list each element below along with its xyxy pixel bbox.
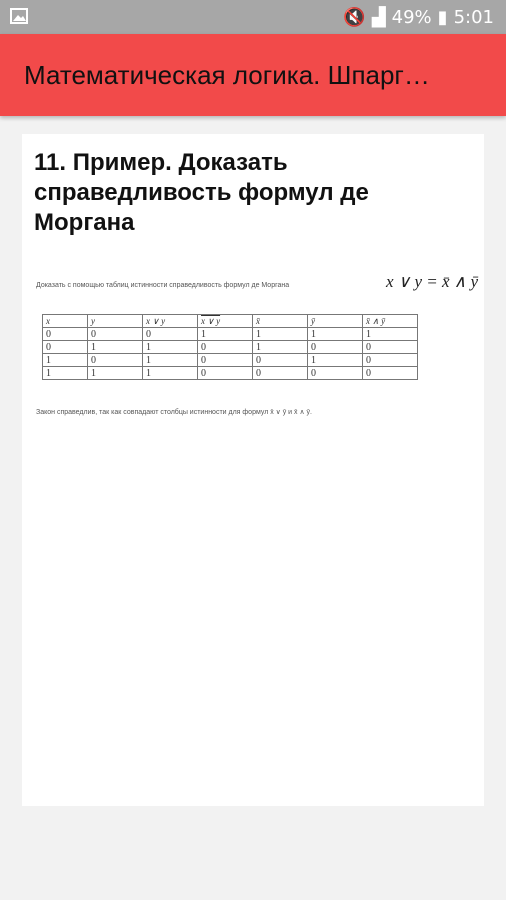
table-header: x ∨ y <box>198 315 253 328</box>
article-card <box>22 134 484 806</box>
truth-table <box>42 314 418 380</box>
table-row <box>43 328 418 341</box>
table-header-row <box>43 315 418 328</box>
table-cell: 0 <box>198 354 253 367</box>
table-cell: 0 <box>308 341 363 354</box>
table-cell: 1 <box>88 367 143 380</box>
table-row <box>43 354 418 367</box>
status-bar <box>0 0 506 34</box>
table-cell: 1 <box>43 367 88 380</box>
table-header: x ∨ y <box>143 315 198 328</box>
table-cell: 1 <box>143 354 198 367</box>
table-cell: 1 <box>43 354 88 367</box>
table-cell: 0 <box>253 354 308 367</box>
app-title: Математическая логика. Шпарг… <box>24 60 430 90</box>
table-header: ȳ <box>308 315 363 328</box>
article-heading: 11. Пример. Доказать справедливость формул де Моргана <box>34 149 369 236</box>
table-row <box>43 367 418 380</box>
table-cell: 1 <box>308 354 363 367</box>
table-cell: 0 <box>43 341 88 354</box>
table-cell: 1 <box>88 341 143 354</box>
table-cell: 1 <box>253 328 308 341</box>
image-notification-icon <box>10 8 28 24</box>
table-cell: 1 <box>253 341 308 354</box>
table-cell: 1 <box>363 328 418 341</box>
table-cell: 1 <box>143 367 198 380</box>
mute-icon: 🔇 <box>343 6 366 28</box>
signal-icon: ▟ <box>371 6 386 28</box>
table-cell: 0 <box>363 354 418 367</box>
table-header: x <box>43 315 88 328</box>
battery-percent: 49% <box>391 6 432 28</box>
table-cell: 0 <box>198 341 253 354</box>
table-cell: 0 <box>198 367 253 380</box>
clock: 5:01 <box>453 6 494 28</box>
table-header: y <box>88 315 143 328</box>
table-cell: 1 <box>308 328 363 341</box>
app-bar <box>0 34 506 116</box>
table-cell: 0 <box>143 328 198 341</box>
table-cell: 0 <box>363 367 418 380</box>
table-cell: 1 <box>198 328 253 341</box>
table-row <box>43 341 418 354</box>
table-header: x̄ <box>253 315 308 328</box>
status-icons <box>343 6 494 28</box>
conclusion-text: Закон справедлив, так как совпадают столбцы истинности для формул x̄ ∨ ȳ и x̄ ∧ ȳ. <box>36 409 312 416</box>
table-cell: 1 <box>143 341 198 354</box>
table-cell: 0 <box>43 328 88 341</box>
task-text: Доказать с помощью таблиц истинности справедливость формул де Моргана <box>36 282 290 289</box>
battery-icon: ▮ <box>437 6 448 28</box>
table-cell: 0 <box>88 328 143 341</box>
de-morgan-formula: x ∨ y = x̄ ∧ ȳ <box>386 272 479 291</box>
table-cell: 0 <box>253 367 308 380</box>
table-cell: 0 <box>88 354 143 367</box>
table-cell: 0 <box>308 367 363 380</box>
table-header: x̄ ∧ ȳ <box>363 315 418 328</box>
table-cell: 0 <box>363 341 418 354</box>
